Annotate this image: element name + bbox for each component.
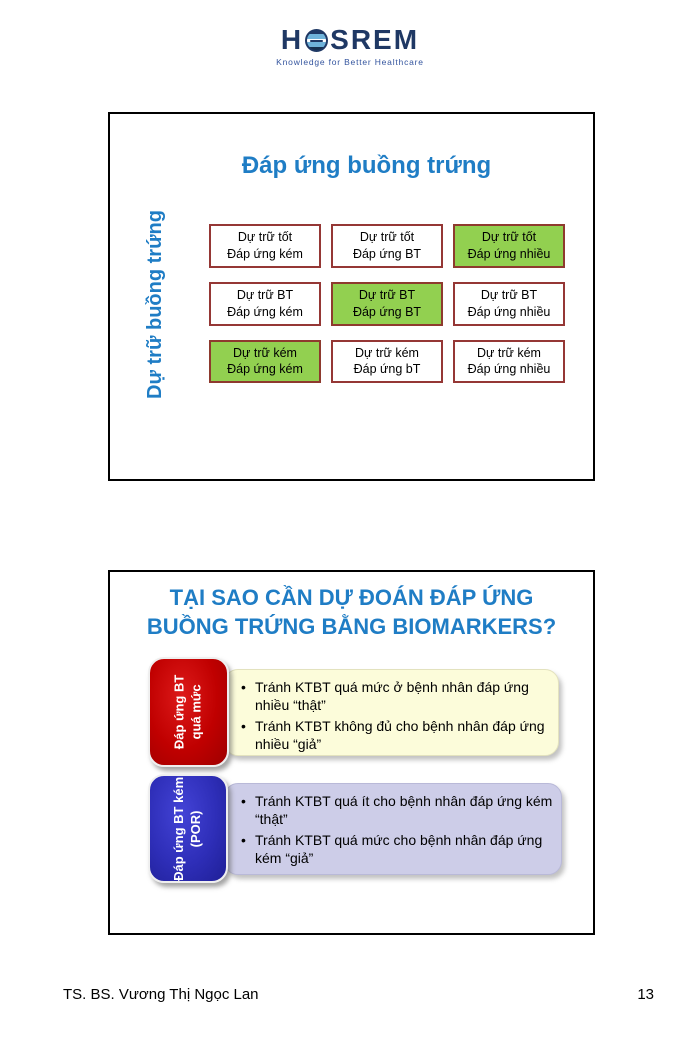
hyper-response-tab-label xyxy=(172,675,206,749)
cell-response-label: Đáp ứng kém xyxy=(227,246,303,261)
cell-reserve-label: Dự trữ tốt xyxy=(481,230,537,244)
poor-response-tab-label xyxy=(171,776,205,880)
tab-label-line2: (POR) xyxy=(188,810,204,847)
cell-reserve-label: Dự trữ kém xyxy=(477,345,541,360)
matrix-cell xyxy=(209,224,321,268)
tab-label-line1: Đáp ứng BT xyxy=(171,674,187,750)
matrix-cell xyxy=(331,282,443,326)
hyper-response-bullet-list xyxy=(225,670,558,763)
slide-biomarkers-rationale xyxy=(108,570,595,935)
footer-author: TS. BS. Vương Thị Ngọc Lan xyxy=(63,986,259,1003)
hyper-response-panel xyxy=(224,669,559,756)
bullet-item: • Tránh KTBT quá ít cho bệnh nhân đáp ứng kém “thật” xyxy=(255,793,555,829)
cell-response-label: Đáp ứng BT xyxy=(352,304,422,319)
slide2-title-line1: TẠI SAO CẦN DỰ ĐOÁN ĐÁP ỨNG xyxy=(169,585,534,610)
cell-response-label: Đáp ứng BT xyxy=(352,246,422,261)
cell-reserve-label: Dự trữ tốt xyxy=(359,230,415,244)
bullet-item: • Tránh KTBT quá mức ở bệnh nhân đáp ứng nhiều “thật” xyxy=(255,679,552,715)
matrix-cell xyxy=(331,224,443,268)
poor-response-panel xyxy=(224,783,562,875)
matrix-cell xyxy=(453,282,565,326)
matrix-cell xyxy=(453,224,565,268)
cell-reserve-label: Dự trữ BT xyxy=(480,287,538,302)
tab-label-line2: quá mức xyxy=(188,684,204,740)
response-matrix-grid xyxy=(209,224,565,383)
tab-label-line1: Đáp ứng BT kém xyxy=(171,776,187,881)
logo-text-left: H xyxy=(280,24,304,55)
cell-response-label: Đáp ứng kém xyxy=(227,362,303,377)
hyper-response-tab xyxy=(148,657,229,767)
slide2-title xyxy=(110,584,593,641)
bullet-item: • Tránh KTBT không đủ cho bệnh nhân đáp ứng nhiều “giả” xyxy=(255,718,552,754)
bullet-item: • Tránh KTBT quá mức cho bệnh nhân đáp ứng kém “giả” xyxy=(255,832,555,868)
cell-response-label: Đáp ứng kém xyxy=(227,304,303,319)
poor-response-tab xyxy=(148,774,228,883)
poor-response-bullet-list xyxy=(225,784,561,877)
matrix-cell xyxy=(209,282,321,326)
hosrem-logo xyxy=(0,26,700,67)
y-axis-label: Dự trữ buồng trứng xyxy=(143,209,166,399)
cell-reserve-label: Dự trữ tốt xyxy=(237,230,293,244)
cell-response-label: Đáp ứng nhiều xyxy=(467,304,551,319)
matrix-cell xyxy=(209,340,321,384)
matrix-cell xyxy=(331,340,443,384)
cell-response-label: Đáp ứng bT xyxy=(353,362,421,377)
matrix-cell xyxy=(453,340,565,384)
logo-text-right: SREM xyxy=(330,24,420,55)
slide-response-matrix xyxy=(108,112,595,481)
cell-response-label: Đáp ứng nhiều xyxy=(467,246,551,261)
cell-reserve-label: Dự trữ kém xyxy=(233,345,297,360)
cell-reserve-label: Dự trữ kém xyxy=(355,345,419,360)
cell-response-label: Đáp ứng nhiều xyxy=(467,362,551,377)
y-axis-label-wrap xyxy=(124,186,186,422)
footer-page-number: 13 xyxy=(637,986,654,1003)
logo-tagline: Knowledge for Better Healthcare xyxy=(276,57,424,67)
cell-reserve-label: Dự trữ BT xyxy=(358,287,416,302)
logo-wordmark xyxy=(0,26,700,54)
slide1-title: Đáp ứng buồng trứng xyxy=(241,152,492,179)
cell-reserve-label: Dự trữ BT xyxy=(236,287,294,302)
slide2-title-line2: BUỒNG TRỨNG BẰNG BIOMARKERS? xyxy=(146,613,557,639)
globe-icon xyxy=(305,29,328,52)
